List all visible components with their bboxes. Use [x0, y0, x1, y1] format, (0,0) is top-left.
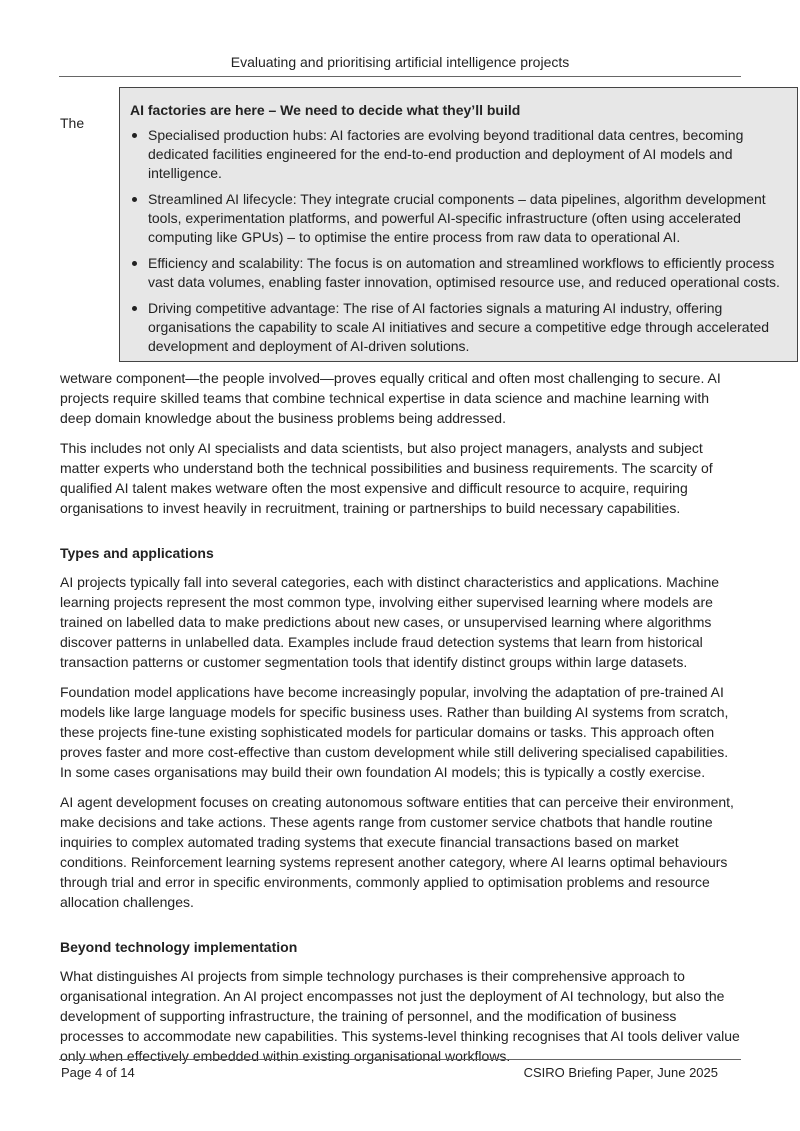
- callout-item-production-hubs: Specialised production hubs: AI factories are evolving beyond traditional data centres, becoming dedicated facilities engineered for the end-to-end production and deployment of AI models and intelligence.: [130, 126, 785, 183]
- paragraph-categories: AI projects typically fall into several categories, each with distinct characteristics and applications. Machine learning projects represent the most common type, involving either supervised learning where models are trained on labelled data to make predictions about new cases, or unsupervised learning where algorithms discover patterns in unlabelled data. Examples include fraud detection systems that learn from historical transaction patterns or customer segmentation tools that identify distinct groups within large datasets.: [60, 574, 720, 670]
- callout-title: AI factories are here – We need to decide what they’ll build: [130, 102, 521, 118]
- footer-divider: [59, 1059, 741, 1060]
- paragraph-integration: What distinguishes AI projects from simple technology purchases is their comprehensive approach to organisational integration. An AI project encompasses not just the deployment of AI technology, but also the development of supporting infrastructure, the training of personnel, and the modification of business processes to accommodate new capabilities. This systems-level thinking recognises that AI tools deliver value only when effectively embedded within existing organisational workflows.: [60, 968, 740, 1064]
- stray-text: The: [60, 115, 85, 131]
- heading-types-applications: Types and applications: [60, 545, 214, 561]
- callout-box: [119, 87, 798, 362]
- header-divider: [59, 76, 741, 77]
- callout-item-efficiency: Efficiency and scalability: The focus is on automation and streamlined workflows to efficiently process vast data volumes, enabling faster innovation, optimised resource use, and reduced operational costs.: [130, 254, 785, 292]
- paragraph-ai-agents: AI agent development focuses on creating autonomous software entities that can perceive their environment, make decisions and take actions. These agents range from customer service chatbots that handle routine inquiries to complex automated trading systems that execute financial transactions based on market conditions. Reinforcement learning systems represent another category, where AI learns optimal behaviours through trial and error in specific environments, commonly applied to optimisation problems and resource allocation challenges.: [60, 794, 734, 910]
- callout-list: [130, 126, 785, 356]
- paragraph-foundation-models: Foundation model applications have become increasingly popular, involving the adaptation of pre-trained AI models like large language models for specific business uses. Rather than building AI systems from scratch, these projects fine-tune existing sophisticated models for particular domains or tasks. This approach often proves faster and more cost-effective than custom development while still delivering specialised capabilities. In some cases organisations may build their own foundation AI models; this is typically a costly exercise.: [60, 684, 729, 780]
- footer-source: CSIRO Briefing Paper, June 2025: [523, 1065, 718, 1080]
- callout-item-lifecycle: Streamlined AI lifecycle: They integrate crucial components – data pipelines, algorithm development tools, experimentation platforms, and powerful AI-specific infrastructure (often using accelerated computing like GPUs) – to optimise the entire process from raw data to operational AI.: [130, 190, 785, 247]
- running-header: Evaluating and prioritising artificial intelligence projects: [230, 54, 570, 70]
- callout-item-competitive-advantage: Driving competitive advantage: The rise of AI factories signals a maturing AI industry, offering organisations the capability to scale AI initiatives and secure a competitive edge through accelerated development and deployment of AI-driven solutions.: [130, 299, 785, 356]
- page-number: Page 4 of 14: [61, 1065, 135, 1080]
- heading-beyond-technology: Beyond technology implementation: [60, 939, 298, 955]
- paragraph-wetware: wetware component—the people involved—proves equally critical and often most challenging to secure. AI projects require skilled teams that combine technical expertise in data science and machine learning with deep domain knowledge about the business problems being addressed.: [60, 370, 721, 426]
- paragraph-specialists: This includes not only AI specialists and data scientists, but also project managers, analysts and subject matter experts who understand both the technical possibilities and business requirements. The scarcity of qualified AI talent makes wetware often the most expensive and difficult resource to acquire, requiring organisations to invest heavily in recruitment, training or partnerships to build necessary capabilities.: [60, 440, 713, 516]
- body-text: [60, 368, 742, 1076]
